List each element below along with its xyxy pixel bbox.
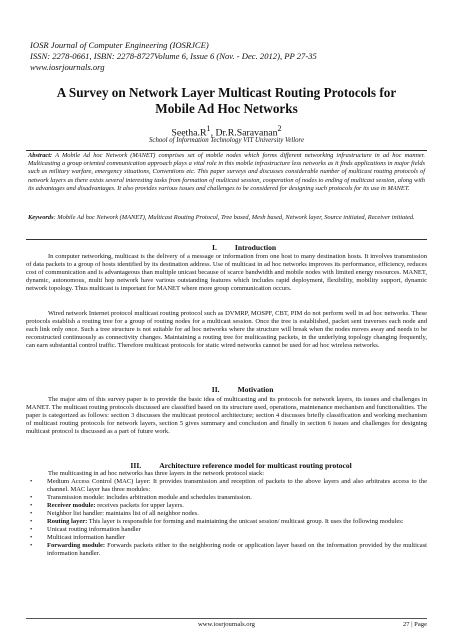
list-item: • Neighbor list handler: maintains list of all neighbor nodes. <box>30 509 199 517</box>
list-item: • Multicast information handler <box>30 533 125 541</box>
section-title: Architecture reference model for multicast routing protocol <box>159 461 352 470</box>
intro-paragraph-1: In computer networking, multicast is the delivery of a message or information from one host to many destination hosts. It involves transmission of data packets to a group of hosts identified by its destination address. Use of multicast in ad hoc networks improves its performance, efficiency, reduces cost of communication and is advantageous than multiple unicast because of scarce bandwidth and mobile nodes with limited energy resources. MANET, dynamic, autonomous, multi hop network have various outstanding features which includes rapid deployment, flexibility, mobility support, dynamic network topology. Thus multicast is important for MANET where more group communication occurs. <box>26 253 427 292</box>
list-item: • Receiver module: receives packets for upper layers. <box>30 501 184 509</box>
paper-title <box>40 85 413 117</box>
section-number: II. <box>211 385 220 394</box>
journal-name: IOSR Journal of Computer Engineering (IOSRJCE) <box>30 40 209 50</box>
author-1-affil-mark: 1 <box>206 124 211 133</box>
page-footer <box>26 618 427 631</box>
paper-title-line-2: Mobile Ad Hoc Networks <box>155 101 298 116</box>
section-heading-architecture <box>26 461 427 470</box>
section-title: Introduction <box>234 243 277 252</box>
author-2-name: , Dr.R.Saravanan <box>210 127 278 139</box>
journal-website: www.iosrjournals.org <box>30 62 105 72</box>
page-number: 27 | Page <box>402 621 427 628</box>
section-title: Motivation <box>237 385 274 394</box>
architecture-list <box>26 478 427 558</box>
motivation-paragraph: The major aim of this survey paper is to provide the basic idea of multicasting and its protocols for network layers, its issues and challenges in MANET. The multicast routing protocols discussed are classified based on its structure used, operations, maintenance mechanism and functionalities. The paper is categorized as follows: section 3 discusses the multicast protocol architecture; section 4 discusses briefly classification and working mechanism of multicast routing protocols for network layers, section 5 gives summary and conclusion and finally in section 6 issues and challenges for designing multicast protocol is discussed as a part of future work. <box>26 396 427 435</box>
list-item: • Forwarding module: Forwards packets either to the neighboring node or application layer based on the information provided by the multicast information handler. <box>30 541 427 557</box>
abstract-text: A Mobile Ad hoc Network (MANET) comprises set of mobile nodes which forms different networking infrastructure in ad hoc manner. Multicasting a group oriented communication approach plays a vital role in this mobile infrastructure less networks as it finds applications in major fields such as military warfare, emergency situations, Conventions etc. This paper surveys and discusses considerable number of multicast routing protocols of network layers as there exists several interesting tasks from formation of multicast session, cooperation of nodes to ending of multicast session, along with its advantages and disadvantages. It also provides various issues and challenges to be considered for designing such protocols for its use in MANET. <box>28 152 425 192</box>
intro-paragraph-2: Wired network Internet protocol multicast routing protocol such as DVMRP, MOSPF, CBT, PIM do not perform well in ad hoc networks. These protocols establish a routing tree for a group of routing nodes for a multicast session. Once the tree is established, packet sent traverses each node and each link only once. Such a tree structure is not suitable for ad hoc networks where the structure will break when the nodes moves away and needs to be reconstructed continuously as connectivity changes. Maintaining a routing tree for multicasting packets, in the underlying topology changing frequently, can earn substantial control traffic. Therefore multicast protocols for static wired networks cannot be used for ad hoc wireless networks. <box>26 310 427 349</box>
abstract <box>28 152 425 193</box>
keywords <box>28 214 425 222</box>
list-item: • Routing layer: This layer is responsible for forming and maintaining the unicast session/ multicast group. It uses the following modules: <box>30 517 404 525</box>
footer-website: www.iosrjournals.org <box>198 621 255 628</box>
journal-header <box>30 40 430 73</box>
list-item: • Medium Access Control (MAC) layer: It provides transmission and reception of packets to the above layers and also arbitrates access to the channel. MAC layer has three modules: <box>30 478 427 493</box>
section-heading-motivation <box>26 385 427 394</box>
keywords-label: Keywords <box>28 214 54 221</box>
section-number: I. <box>212 243 217 252</box>
journal-issn: ISSN: 2278-0661, ISBN: 2278-8727Volume 6, Issue 6 (Nov. - Dec. 2012), PP 27-35 <box>30 51 317 61</box>
keywords-text: : Mobile Ad hoc Network (MANET), Multicast Routing Protocol, Tree based, Mesh based, Network layer, Source initiated, Receiver initiated. <box>53 214 415 221</box>
section-number: III. <box>130 461 142 470</box>
architecture-intro: The multicasting in ad hoc networks has three layers in the network protocol stack: <box>48 470 265 477</box>
list-item: • Transmission module: includes arbitration module and schedules transmission. <box>30 493 252 501</box>
abstract-label: Abstract: <box>28 152 53 159</box>
paper-title-line-1: A Survey on Network Layer Multicast Routing Protocols for <box>56 85 397 100</box>
author-1-name: Seetha.R <box>171 127 207 139</box>
author-2-affil-mark: 2 <box>277 124 282 133</box>
list-item: • Unicast routing information handler <box>30 525 141 533</box>
section-heading-introduction <box>26 243 427 252</box>
author-affiliation: School of Information Technology VIT University Vellore <box>149 137 304 144</box>
